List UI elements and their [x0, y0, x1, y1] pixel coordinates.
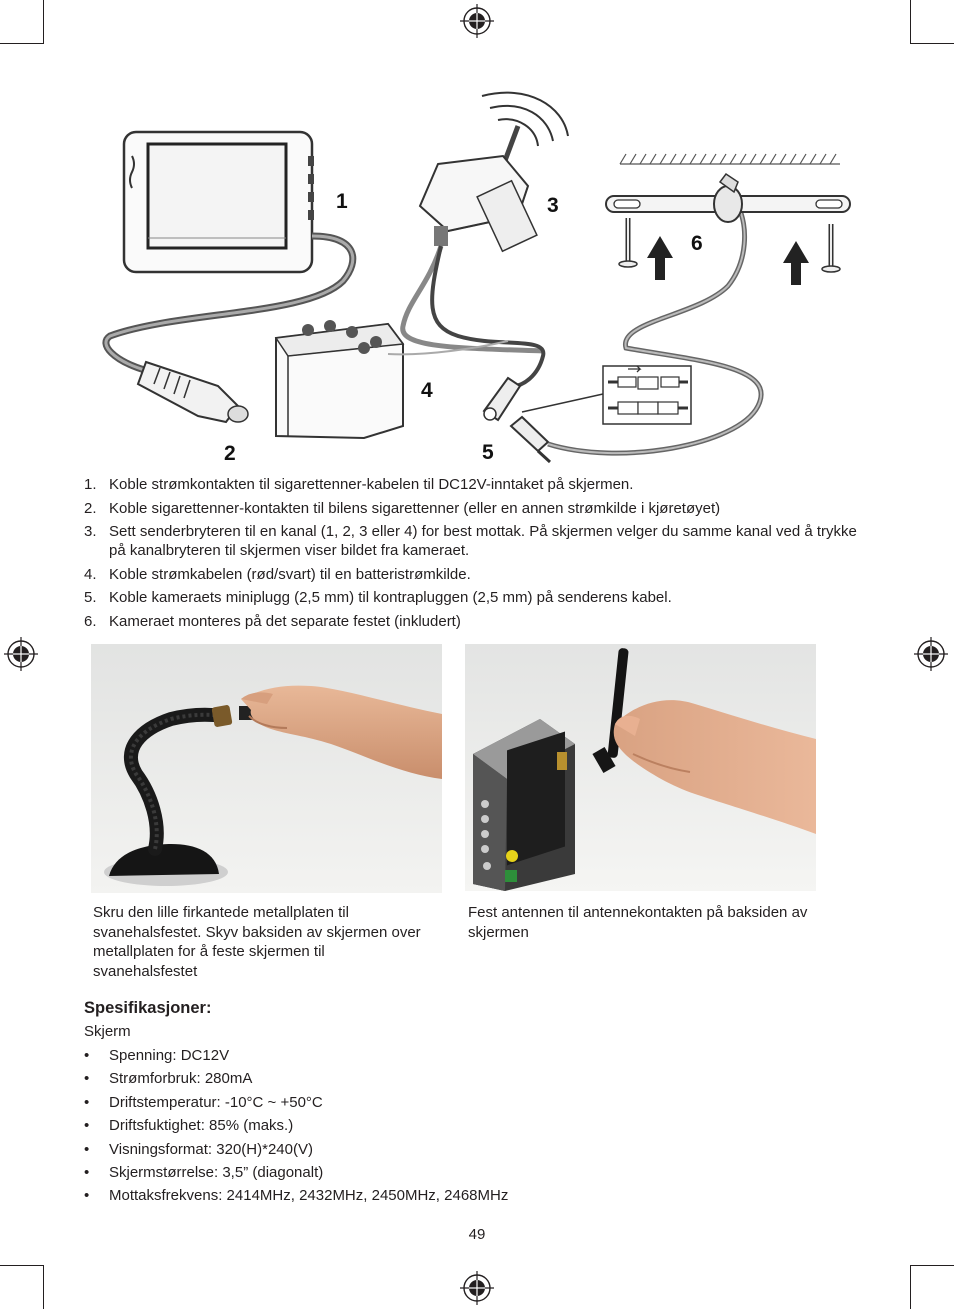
spec-item — [84, 1163, 508, 1182]
connector-detail-inset — [603, 366, 691, 424]
callout-3: 3 — [547, 194, 559, 217]
step-text: Koble strømkontakten til sigarettenner-kabelen til DC12V-inntaket på skjermen. — [109, 476, 634, 493]
caption-antenna: Fest antennen til antennekontakten på baksiden av skjermen — [468, 904, 808, 941]
crop-mark-bottom-right-h — [910, 1265, 954, 1266]
registration-mark-bottom-icon — [460, 1271, 494, 1305]
step-item — [84, 499, 874, 518]
step-number: 1. — [84, 476, 97, 493]
step-number: 2. — [84, 499, 97, 517]
step-item — [84, 522, 874, 560]
registration-mark-left-icon — [4, 637, 38, 671]
step-number: 6. — [84, 612, 97, 630]
camera-plug-illustration — [511, 417, 550, 462]
bullet: • — [84, 1187, 90, 1205]
bullet: • — [84, 1140, 90, 1158]
specifications-list — [84, 1046, 508, 1210]
bullet: • — [84, 1070, 90, 1088]
callout-2: 2 — [224, 442, 236, 465]
installation-diagram — [98, 86, 854, 468]
bullet: • — [84, 1163, 90, 1181]
crop-mark-bottom-left-h — [0, 1265, 44, 1266]
spec-text: Mottaksfrekvens: 2414MHz, 2432MHz, 2450MHz, 2468MHz — [109, 1187, 509, 1205]
step-item — [84, 612, 874, 631]
bullet: • — [84, 1117, 90, 1135]
callout-5: 5 — [482, 441, 494, 464]
step-text: Koble sigarettenner-kontakten til bilens sigarettenner (eller en annen strømkilde i kjøretøyet) — [109, 499, 721, 517]
spec-item — [84, 1140, 508, 1159]
mounting-surface-hatch — [620, 154, 840, 164]
cigarette-plug-illustration — [138, 362, 248, 422]
signal-waves-icon — [482, 93, 568, 136]
spec-text: Driftsfuktighet: 85% (maks.) — [109, 1117, 294, 1135]
crop-mark-top-left-v — [43, 0, 44, 44]
spec-item — [84, 1116, 508, 1135]
arrow-up-right-icon — [783, 241, 809, 285]
monitor-illustration — [124, 132, 314, 272]
callout-4: 4 — [421, 379, 433, 402]
jack-connector-illustration — [484, 378, 520, 420]
installation-steps — [84, 475, 874, 635]
crop-mark-top-right-v — [910, 0, 911, 44]
registration-mark-right-icon — [914, 637, 948, 671]
step-number: 3. — [84, 523, 97, 540]
crop-mark-top-right-h — [910, 43, 954, 44]
camera-bracket-illustration — [606, 174, 850, 222]
screw-left-icon — [619, 218, 637, 267]
step-number: 5. — [84, 589, 97, 606]
specifications-heading: Spesifikasjoner: — [84, 999, 212, 1017]
step-item — [84, 588, 874, 607]
spec-item — [84, 1186, 508, 1205]
spec-text: Skjermstørrelse: 3,5” (diagonalt) — [109, 1163, 324, 1181]
spec-text: Visningsformat: 320(H)*240(V) — [109, 1140, 313, 1158]
screw-right-icon — [822, 224, 840, 272]
spec-text: Spenning: DC12V — [109, 1047, 230, 1064]
bullet: • — [84, 1093, 90, 1111]
spec-text: Driftstemperatur: -10°C ~ +50°C — [109, 1093, 323, 1111]
step-text: Sett senderbryteren til en kanal (1, 2, 3 eller 4) for best mottak. På skjermen velger du samme kanal ved å trykke på kanalbryteren til skjermen viser bildet fra kameraet. — [109, 523, 857, 559]
arrow-up-left-icon — [647, 236, 673, 280]
callout-6: 6 — [691, 232, 703, 255]
spec-item — [84, 1069, 508, 1088]
spec-item — [84, 1093, 508, 1112]
registration-mark-top-icon — [460, 4, 494, 38]
step-number: 4. — [84, 565, 97, 583]
battery-illustration — [276, 320, 403, 438]
antenna-attach-photo — [465, 644, 816, 891]
crop-mark-bottom-left-v — [43, 1265, 44, 1309]
specifications-subheading: Skjerm — [84, 1023, 131, 1040]
gooseneck-mount-photo — [91, 644, 442, 893]
step-text: Koble kameraets miniplugg (2,5 mm) til kontrapluggen (2,5 mm) på senderens kabel. — [109, 589, 672, 606]
step-item — [84, 475, 874, 494]
page-number: 49 — [468, 1226, 486, 1243]
spec-item — [84, 1046, 508, 1065]
transmitter-illustration — [420, 126, 537, 251]
step-text: Kameraet monteres på det separate festet (inkludert) — [109, 612, 461, 630]
step-item — [84, 565, 874, 584]
crop-mark-bottom-right-v — [910, 1265, 911, 1309]
step-text: Koble strømkabelen (rød/svart) til en batteristrømkilde. — [109, 565, 471, 583]
callout-1: 1 — [336, 190, 348, 213]
spec-text: Strømforbruk: 280mA — [109, 1070, 253, 1088]
caption-gooseneck: Skru den lille firkantede metallplaten til svanehalsfestet. Skyv baksiden av skjermen over metallplaten for å feste skjermen til svanehalsfestet — [93, 904, 421, 980]
crop-mark-top-left-h — [0, 43, 44, 44]
bullet: • — [84, 1047, 90, 1064]
